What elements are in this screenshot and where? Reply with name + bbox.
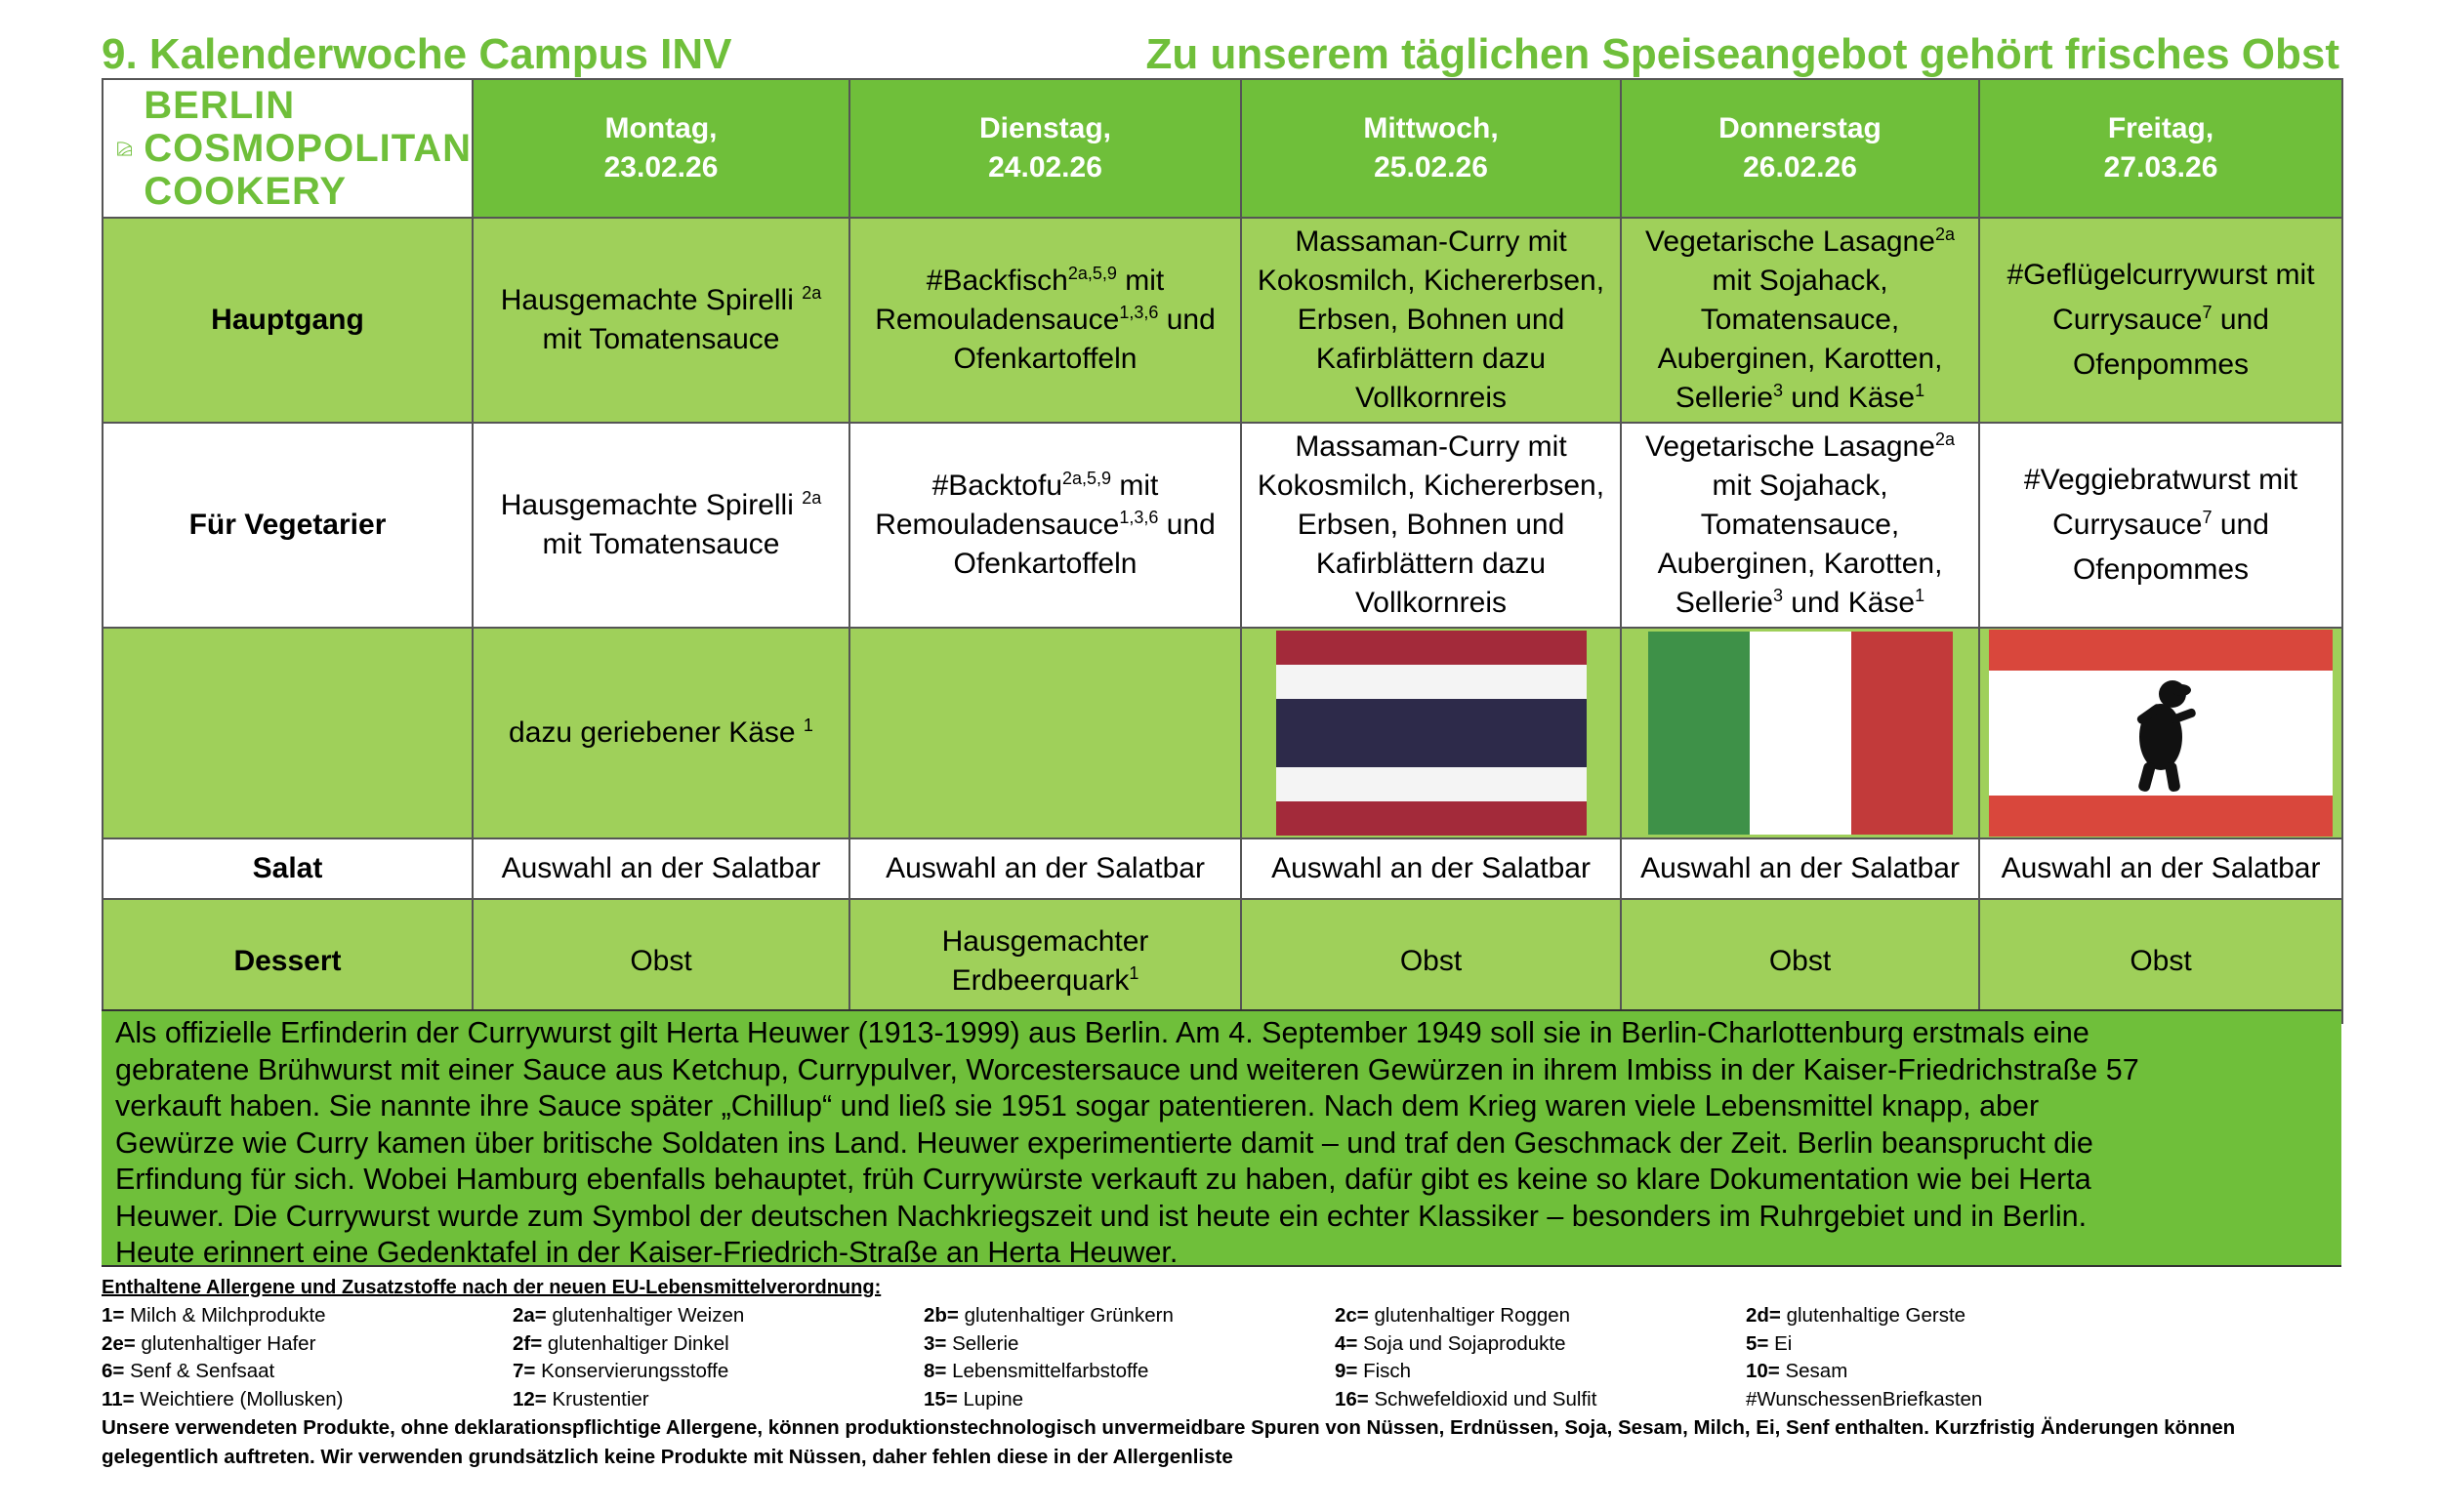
italy-flag-cell: [1621, 628, 1979, 838]
allergen-sup: 2a: [1934, 225, 1955, 244]
thailand-flag-icon: [1276, 631, 1587, 836]
dish-text: Kafirblättern dazu: [1315, 548, 1547, 580]
row-label-salat: Salat: [103, 838, 473, 899]
hauptgang-mon: [473, 218, 849, 423]
fruit-note: Zu unserem täglichen Speiseangebot gehört frisches Obst: [1145, 30, 2339, 78]
allergen-item: 9= Fisch: [1335, 1360, 1412, 1382]
dish-text: mit: [1111, 470, 1159, 502]
dish-text: und: [1158, 304, 1216, 336]
dish-text: und Käse: [1782, 587, 1916, 619]
allergen-item: 2d= glutenhaltige Gerste: [1746, 1304, 1966, 1327]
dish-text: Currysauce: [2052, 509, 2203, 541]
allergen-sup: 2a,5,9: [1062, 469, 1112, 488]
dessert-thu: Obst: [1621, 899, 1979, 1023]
hauptgang-wed: [1241, 218, 1621, 423]
dish-text: Massaman-Curry mit: [1295, 225, 1567, 258]
dish-text: Currysauce: [2052, 304, 2203, 336]
dessert-wed: Obst: [1241, 899, 1621, 1023]
dish-text: Erbsen, Bohnen und: [1297, 304, 1565, 336]
dish-text: Sellerie: [1675, 587, 1773, 619]
allergen-item: 7= Konservierungsstoffe: [513, 1360, 729, 1382]
dish-text: Auberginen, Karotten,: [1657, 548, 1943, 580]
day-name: Mittwoch,: [1363, 112, 1499, 144]
vegetarier-thu: [1621, 423, 1979, 628]
day-header-mon: [473, 79, 849, 218]
dish-text: Hausgemachte Spirelli: [500, 489, 803, 521]
salat-mon: Auswahl an der Salatbar: [473, 838, 849, 899]
footer-note: [102, 1413, 2347, 1472]
dessert-tue: [849, 899, 1241, 1023]
dish-text: #Backtofu: [931, 470, 1063, 502]
dish-text: Massaman-Curry mit: [1295, 430, 1567, 463]
day-name: Freitag,: [2107, 112, 2214, 144]
allergen-item: 2c= glutenhaltiger Roggen: [1335, 1304, 1571, 1327]
vegetarier-fri: [1979, 423, 2342, 628]
dish-text: und: [1158, 509, 1216, 541]
dish-text: Ofenkartoffeln: [953, 548, 1138, 580]
dish-text: mit: [1116, 265, 1165, 297]
allergen-item: 12= Krustentier: [513, 1387, 649, 1410]
thailand-flag-cell: [1241, 628, 1621, 838]
day-date: 24.02.26: [988, 151, 1102, 184]
logo-mark-icon: [117, 104, 132, 192]
allergen-item: 4= Soja und Sojaprodukte: [1335, 1331, 1566, 1355]
hauptgang-fri: [1979, 218, 2342, 423]
dish-text: Erbsen, Bohnen und: [1297, 509, 1565, 541]
day-date: 25.02.26: [1374, 151, 1488, 184]
extras-label-empty: [103, 628, 473, 838]
hauptgang-tue: [849, 218, 1241, 423]
extras-text: dazu geriebener Käse: [509, 716, 804, 749]
info-line: gebratene Brühwurst mit einer Sauce aus Ketchup, Currypulver, Worcestersauce und weiteren Gewürzen in ihrem Imbiss in der Kaiser-Friedrichstraße 57: [115, 1052, 2139, 1086]
day-date: 26.02.26: [1743, 151, 1857, 184]
dish-text: Vegetarische Lasagne: [1645, 225, 1935, 258]
day-header-thu: [1621, 79, 1979, 218]
dish-text: Ofenkartoffeln: [953, 343, 1138, 375]
logo-line1: BERLIN: [144, 84, 296, 127]
dish-text: Vollkornreis: [1354, 587, 1508, 619]
day-header-tue: [849, 79, 1241, 218]
allergen-item: 11= Weichtiere (Mollusken): [102, 1387, 344, 1410]
salat-wed: Auswahl an der Salatbar: [1241, 838, 1621, 899]
vegetarier-wed: [1241, 423, 1621, 628]
allergen-sup: 2a: [1934, 429, 1955, 449]
allergen-item: 5= Ei: [1746, 1331, 1793, 1355]
row-label-hauptgang: Hauptgang: [103, 218, 473, 423]
dish-text: und Käse: [1782, 382, 1916, 414]
currywurst-info: [102, 1009, 2341, 1267]
logo-line3: COOKERY: [144, 170, 348, 213]
row-label-vegetarier: Für Vegetarier: [103, 423, 473, 628]
dish-text: mit Tomatensauce: [542, 528, 780, 560]
salat-fri: Auswahl an der Salatbar: [1979, 838, 2342, 899]
dish-text: Vollkornreis: [1354, 382, 1508, 414]
dish-text: Kokosmilch, Kichererbsen,: [1257, 470, 1605, 502]
logo: [103, 79, 473, 218]
info-line: Als offizielle Erfinderin der Currywurst gilt Herta Heuwer (1913-1999) aus Berlin. Am 4. September 1949 soll sie in Berlin-Charlottenburg erstmals eine: [115, 1016, 2089, 1049]
berlin-flag-icon: [1989, 630, 2333, 837]
dish-text: Ofenpommes: [2072, 553, 2250, 586]
allergen-item: 16= Schwefeldioxid und Sulfit: [1335, 1387, 1597, 1410]
dessert-text: Erdbeerquark: [951, 963, 1130, 997]
allergen-sup: 1,3,6: [1119, 508, 1159, 527]
allergen-item: #WunschessenBriefkasten: [1746, 1387, 1983, 1410]
dish-text: Ofenpommes: [2072, 348, 2250, 381]
allergen-sup: 2a,5,9: [1067, 264, 1117, 283]
allergen-sup: 7: [2202, 303, 2213, 322]
dish-text: Sellerie: [1675, 382, 1773, 414]
dish-text: Remouladensauce: [875, 509, 1120, 541]
italy-flag-icon: [1648, 632, 1953, 835]
dish-text: und: [2212, 509, 2269, 541]
allergen-item: 1= Milch & Milchprodukte: [102, 1304, 326, 1327]
allergen-sup: 7: [2202, 508, 2213, 527]
info-line: Gewürze wie Curry kamen über britische Soldaten ins Land. Heuwer experimentierte damit – und traf den Geschmack der Zeit. Berlin beansprucht die: [115, 1125, 2093, 1160]
footer-line: gelegentlich auftreten. Wir verwenden grundsätzlich keine Produkte mit Nüssen, daher fehlen diese in der Allergenliste: [102, 1446, 1233, 1468]
dessert-text: Hausgemachter: [941, 924, 1149, 958]
allergen-item: 6= Senf & Senfsaat: [102, 1360, 275, 1382]
day-header-fri: [1979, 79, 2342, 218]
dish-text: mit Tomatensauce: [542, 323, 780, 355]
day-name: Donnerstag: [1718, 112, 1882, 144]
dish-text: Kafirblättern dazu: [1315, 343, 1547, 375]
dish-text: Tomatensauce,: [1700, 509, 1900, 541]
vegetarier-mon: [473, 423, 849, 628]
dish-text: #Geflügelcurrywurst mit: [2007, 259, 2315, 291]
hauptgang-thu: [1621, 218, 1979, 423]
allergen-item: 2b= glutenhaltiger Grünkern: [924, 1304, 1174, 1327]
salat-thu: Auswahl an der Salatbar: [1621, 838, 1979, 899]
day-date: 23.02.26: [603, 151, 719, 184]
dish-text: Hausgemachte Spirelli: [500, 284, 803, 316]
dessert-fri: Obst: [1979, 899, 2342, 1023]
dish-text: Vegetarische Lasagne: [1645, 430, 1935, 463]
allergen-title: Enthaltene Allergene und Zusatzstoffe nach der neuen EU-Lebensmittelverordnung:: [102, 1277, 882, 1298]
allergen-item: 3= Sellerie: [924, 1331, 1019, 1355]
info-line: verkauft haben. Sie nannte ihre Sauce später „Chillup“ und ließ sie 1951 sogar patentieren. Nach dem Krieg waren viele Lebensmittel knapp, aber: [115, 1089, 2040, 1123]
salat-tue: Auswahl an der Salatbar: [849, 838, 1241, 899]
logo-line2: COSMOPOLITAN: [144, 127, 472, 170]
dish-text: Remouladensauce: [875, 304, 1120, 336]
allergen-sup: 3: [1772, 381, 1783, 400]
allergen-item: 2e= glutenhaltiger Hafer: [102, 1331, 316, 1355]
dish-text: mit Sojahack,: [1712, 265, 1888, 297]
day-header-wed: [1241, 79, 1621, 218]
week-title: 9. Kalenderwoche Campus INV: [102, 30, 732, 78]
allergen-sup: 3: [1772, 586, 1783, 605]
allergen-sup: 1: [1129, 962, 1139, 983]
extras-mon: [473, 628, 849, 838]
day-name: Dienstag,: [978, 112, 1112, 144]
allergen-sup: 1: [1915, 586, 1925, 605]
extras-tue: [849, 628, 1241, 838]
dish-text: #Veggiebratwurst mit: [2023, 464, 2298, 496]
allergen-sup: 2a: [802, 488, 822, 508]
info-line: Erfindung für sich. Wobei Hamburg ebenfalls behauptet, früh Currywürste verkauft zu haben, dafür gibt es keine so klare Dokumentation wie bei Herta: [115, 1163, 2091, 1196]
allergen-item: 10= Sesam: [1746, 1360, 1848, 1382]
allergen-item: 2a= glutenhaltiger Weizen: [513, 1304, 745, 1327]
vegetarier-tue: [849, 423, 1241, 628]
dish-text: und: [2212, 304, 2269, 336]
dish-text: mit Sojahack,: [1712, 470, 1888, 502]
allergen-sup: 1: [1915, 381, 1925, 400]
day-name: Montag,: [604, 112, 718, 144]
footer-line: Unsere verwendeten Produkte, ohne deklarationspflichtige Allergene, können produktionstechnologisch unvermeidbare Spuren von Nüssen, Erdnüssen, Soja, Sesam, Milch, Ei, Senf enthalten. Kurzfristig Änderungen können: [102, 1416, 2236, 1439]
berlin-flag-cell: [1979, 628, 2342, 838]
dish-text: #Backfisch: [926, 265, 1068, 297]
allergen-item: 8= Lebensmittelfarbstoffe: [924, 1360, 1149, 1382]
allergen-list: [102, 1302, 2152, 1413]
dish-text: Kokosmilch, Kichererbsen,: [1257, 265, 1605, 297]
menu-table: [102, 78, 2343, 1024]
dessert-mon: Obst: [473, 899, 849, 1023]
allergen-item: 15= Lupine: [924, 1387, 1024, 1410]
day-date: 27.03.26: [2103, 151, 2218, 184]
dish-text: Auberginen, Karotten,: [1657, 343, 1943, 375]
allergen-sup: 1,3,6: [1119, 303, 1159, 322]
dish-text: Tomatensauce,: [1700, 304, 1900, 336]
info-line: Heute erinnert eine Gedenktafel in der Kaiser-Friedrich-Straße an Herta Heuwer.: [115, 1236, 1179, 1269]
row-label-dessert: Dessert: [103, 899, 473, 1023]
allergen-sup: 2a: [802, 283, 822, 303]
allergen-sup: 1: [803, 715, 813, 735]
allergen-item: 2f= glutenhaltiger Dinkel: [513, 1331, 729, 1355]
info-line: Heuwer. Die Currywurst wurde zum Symbol der deutschen Nachkriegszeit und ist heute ein echter Klassiker – besonders im Ruhrgebiet und in Berlin.: [115, 1199, 2088, 1233]
